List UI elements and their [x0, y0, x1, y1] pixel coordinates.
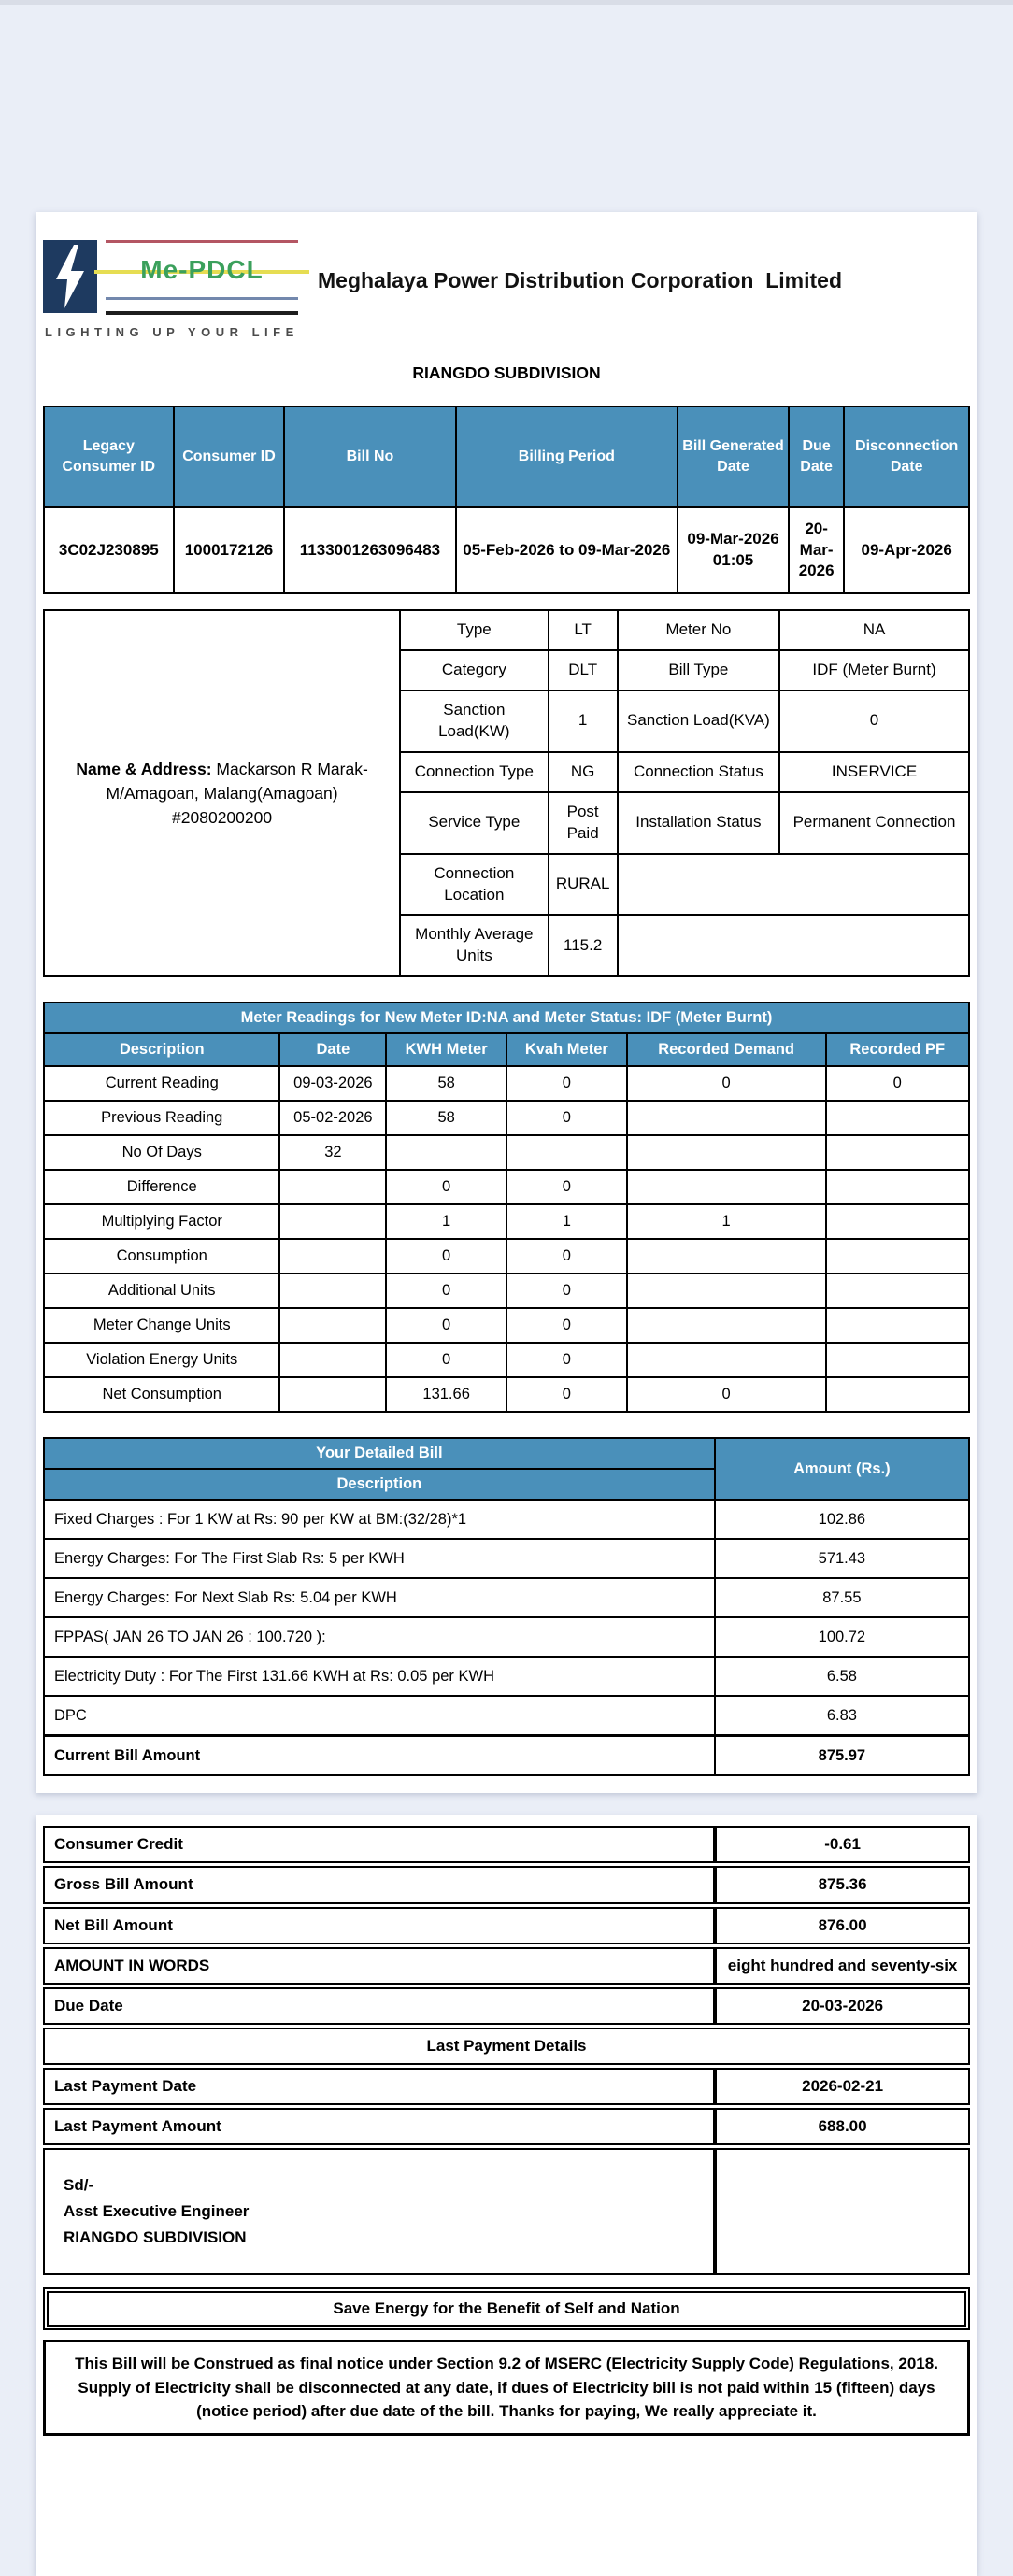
logo-dark-line — [106, 311, 298, 315]
value-cell — [279, 1204, 386, 1239]
summary-value: 20-03-2026 — [715, 1987, 970, 2025]
charge-row — [44, 1696, 969, 1736]
charge-description: Fixed Charges : For 1 KW at Rs: 90 per KW at BM:(32/28)*1 — [44, 1500, 715, 1539]
summary-value: 875.36 — [715, 1866, 970, 1903]
field-value: Permanent Connection — [779, 792, 969, 854]
last-payment-header: Last Payment Details — [43, 2028, 970, 2065]
charge-amount: 6.83 — [715, 1696, 969, 1736]
value-cell: 0 — [386, 1308, 507, 1343]
summary-label: AMOUNT IN WORDS — [43, 1947, 715, 1985]
detailed-bill-description-header: Description — [44, 1469, 715, 1500]
value-cell — [826, 1308, 969, 1343]
column-header: Description — [44, 1033, 279, 1066]
row-label: Additional Units — [44, 1274, 279, 1308]
value-cell: 0 — [507, 1274, 627, 1308]
summary-value: 2026-02-21 — [715, 2068, 970, 2105]
value-cell — [627, 1170, 826, 1204]
charge-row — [44, 1657, 969, 1696]
table-row — [44, 1170, 969, 1204]
row-label: Previous Reading — [44, 1101, 279, 1135]
value-cell: 0 — [507, 1170, 627, 1204]
charge-amount: 102.86 — [715, 1500, 969, 1539]
value-cell: 1000172126 — [174, 507, 285, 593]
value-cell — [279, 1343, 386, 1377]
charge-row — [44, 1539, 969, 1578]
field-value: 1 — [549, 690, 618, 752]
name-address-label: Name & Address: — [76, 759, 212, 778]
consumer-info-table — [43, 406, 970, 594]
consumer-info-header-row — [44, 406, 969, 507]
value-cell — [826, 1274, 969, 1308]
empty-cell — [618, 915, 969, 976]
column-header: Billing Period — [456, 406, 678, 507]
value-cell — [507, 1135, 627, 1170]
row-label: Multiplying Factor — [44, 1204, 279, 1239]
detailed-bill-amount-header: Amount (Rs.) — [715, 1438, 969, 1500]
value-cell: 0 — [507, 1239, 627, 1274]
table-row — [44, 610, 969, 650]
value-cell — [826, 1377, 969, 1412]
summary-row — [43, 1947, 970, 1985]
logo-slate-line — [106, 297, 298, 300]
signature-line: Sd/- — [64, 2175, 94, 2194]
field-label: Connection Location — [400, 854, 548, 916]
meter-readings-table — [43, 1002, 970, 1413]
summary-label: Due Date — [43, 1987, 715, 2025]
value-cell: 32 — [279, 1135, 386, 1170]
value-cell: 05-02-2026 — [279, 1101, 386, 1135]
detailed-bill-title: Your Detailed Bill — [44, 1438, 715, 1469]
value-cell: 0 — [386, 1274, 507, 1308]
charge-amount: 571.43 — [715, 1539, 969, 1578]
field-value: IDF (Meter Burnt) — [779, 650, 969, 690]
field-value: DLT — [549, 650, 618, 690]
logo-wordmark — [106, 254, 298, 286]
signature-block — [43, 2148, 715, 2275]
table-row — [44, 1308, 969, 1343]
charge-row — [44, 1578, 969, 1617]
value-cell — [279, 1170, 386, 1204]
value-cell — [279, 1274, 386, 1308]
total-amount: 875.97 — [715, 1736, 969, 1776]
table-row — [44, 1377, 969, 1412]
lightning-bolt-icon — [43, 240, 97, 313]
summary-label: Gross Bill Amount — [43, 1866, 715, 1903]
value-cell: 0 — [826, 1066, 969, 1101]
value-cell — [627, 1101, 826, 1135]
summary-label: Last Payment Date — [43, 2068, 715, 2105]
field-value: NA — [779, 610, 969, 650]
value-cell: 0 — [386, 1239, 507, 1274]
summary-row — [43, 1826, 970, 1863]
field-label: Service Type — [400, 792, 548, 854]
meter-readings-body — [44, 1066, 969, 1412]
table-row — [44, 1101, 969, 1135]
meter-readings-title-row — [44, 1003, 969, 1033]
value-cell: 3C02J230895 — [44, 507, 174, 593]
organization-name: Meghalaya Power Distribution Corporation Limited — [318, 268, 842, 292]
summary-label: Consumer Credit — [43, 1826, 715, 1863]
consumer-info-value-row — [44, 507, 969, 593]
value-cell — [279, 1308, 386, 1343]
value-cell: 0 — [627, 1066, 826, 1101]
charge-description: DPC — [44, 1696, 715, 1736]
logo-red-line — [106, 240, 298, 243]
field-label: Sanction Load(KVA) — [618, 690, 779, 752]
connection-details-body — [44, 610, 969, 976]
connection-details-table — [43, 609, 970, 977]
value-cell — [279, 1377, 386, 1412]
signature-empty-cell — [715, 2148, 970, 2275]
row-label: No Of Days — [44, 1135, 279, 1170]
logo-graphic — [43, 240, 308, 315]
row-label: Meter Change Units — [44, 1308, 279, 1343]
column-header: Due Date — [789, 406, 844, 507]
charge-description: Electricity Duty : For The First 131.66 KWH at Rs: 0.05 per KWH — [44, 1657, 715, 1696]
charge-amount: 87.55 — [715, 1578, 969, 1617]
column-header: Bill No — [284, 406, 455, 507]
value-cell — [627, 1308, 826, 1343]
value-cell: 0 — [507, 1343, 627, 1377]
value-cell: 09-Mar-2026 01:05 — [678, 507, 789, 593]
table-row — [44, 1343, 969, 1377]
signature-line: RIANGDO SUBDIVISION — [64, 2228, 247, 2247]
bill-main-card — [36, 212, 977, 1793]
value-cell — [627, 1135, 826, 1170]
charge-amount: 100.72 — [715, 1617, 969, 1657]
field-label: Sanction Load(KW) — [400, 690, 548, 752]
detailed-bill-table — [43, 1437, 970, 1776]
table-row — [44, 1274, 969, 1308]
column-header: Bill Generated Date — [678, 406, 789, 507]
value-cell — [386, 1135, 507, 1170]
logo-tagline: LIGHTING UP YOUR LIFE — [45, 325, 299, 339]
value-cell: 0 — [507, 1066, 627, 1101]
column-header: Date — [279, 1033, 386, 1066]
field-label: Bill Type — [618, 650, 779, 690]
value-cell: 1 — [627, 1204, 826, 1239]
value-cell — [826, 1101, 969, 1135]
column-header: Legacy Consumer ID — [44, 406, 174, 507]
value-cell — [826, 1204, 969, 1239]
logo-lines — [106, 240, 298, 315]
summary-row — [43, 1987, 970, 2025]
save-energy-banner — [43, 2287, 970, 2330]
value-cell: 09-03-2026 — [279, 1066, 386, 1101]
row-label: Difference — [44, 1170, 279, 1204]
bill-summary-table — [43, 1823, 970, 2278]
row-label: Consumption — [44, 1239, 279, 1274]
value-cell — [279, 1239, 386, 1274]
column-header: Recorded Demand — [627, 1033, 826, 1066]
value-cell: 09-Apr-2026 — [844, 507, 969, 593]
field-value: RURAL — [549, 854, 618, 916]
value-cell — [627, 1343, 826, 1377]
field-value: 0 — [779, 690, 969, 752]
value-cell — [826, 1135, 969, 1170]
top-strip — [0, 0, 1013, 5]
value-cell — [826, 1343, 969, 1377]
bill-summary-card — [36, 1815, 977, 2575]
meter-readings-title: Meter Readings for New Meter ID:NA and Meter Status: IDF (Meter Burnt) — [44, 1003, 969, 1033]
charge-amount: 6.58 — [715, 1657, 969, 1696]
charge-row — [44, 1617, 969, 1657]
summary-value: -0.61 — [715, 1826, 970, 1863]
mepdcl-logo — [43, 240, 308, 339]
field-value: Post Paid — [549, 792, 618, 854]
logo-wordmark-text: Me-PDCL — [140, 255, 264, 284]
value-cell: 0 — [507, 1377, 627, 1412]
value-cell — [826, 1170, 969, 1204]
field-label: Type — [400, 610, 548, 650]
charge-description: Energy Charges: For The First Slab Rs: 5 per KWH — [44, 1539, 715, 1578]
field-label: Connection Type — [400, 752, 548, 792]
column-header: Disconnection Date — [844, 406, 969, 507]
value-cell: 0 — [627, 1377, 826, 1412]
field-value: NG — [549, 752, 618, 792]
column-header: Consumer ID — [174, 406, 285, 507]
table-row — [44, 1135, 969, 1170]
summary-label: Net Bill Amount — [43, 1907, 715, 1944]
value-cell: 05-Feb-2026 to 09-Mar-2026 — [456, 507, 678, 593]
value-cell — [627, 1239, 826, 1274]
summary-value: 688.00 — [715, 2108, 970, 2145]
summary-label: Last Payment Amount — [43, 2108, 715, 2145]
detailed-bill-body — [44, 1500, 969, 1775]
row-label: Net Consumption — [44, 1377, 279, 1412]
value-cell: 1133001263096483 — [284, 507, 455, 593]
value-cell: 1 — [507, 1204, 627, 1239]
table-row — [44, 1204, 969, 1239]
signature-line: Asst Executive Engineer — [64, 2202, 250, 2221]
column-header: KWH Meter — [386, 1033, 507, 1066]
value-cell: 0 — [507, 1308, 627, 1343]
value-cell: 20-Mar-2026 — [789, 507, 844, 593]
final-notice-text: This Bill will be Construed as final notice under Section 9.2 of MSERC (Electricity Supply Code) Regulations, 2018. Supply of Electricity shall be disconnected at any date, if dues of Electricity bill is not paid within 15 (fifteen) days (notice period) after due date of the bill. Thanks for paying, We really appreciate it. — [43, 2340, 970, 2436]
value-cell: 0 — [507, 1101, 627, 1135]
value-cell: 0 — [386, 1343, 507, 1377]
charge-description: FPPAS( JAN 26 TO JAN 26 : 100.720 ): — [44, 1617, 715, 1657]
summary-value: 876.00 — [715, 1907, 970, 1944]
row-label: Violation Energy Units — [44, 1343, 279, 1377]
value-cell: 131.66 — [386, 1377, 507, 1412]
charge-row — [44, 1500, 969, 1539]
bill-header — [43, 240, 970, 339]
total-label: Current Bill Amount — [44, 1736, 715, 1776]
last-payment-header-row — [43, 2028, 970, 2065]
summary-row — [43, 2108, 970, 2145]
value-cell: 0 — [386, 1170, 507, 1204]
value-cell: 58 — [386, 1066, 507, 1101]
field-value: INSERVICE — [779, 752, 969, 792]
current-bill-total-row — [44, 1736, 969, 1776]
empty-cell — [618, 854, 969, 916]
field-value: LT — [549, 610, 618, 650]
row-label: Current Reading — [44, 1066, 279, 1101]
column-header: Kvah Meter — [507, 1033, 627, 1066]
table-row — [44, 1066, 969, 1101]
field-label: Monthly Average Units — [400, 915, 548, 976]
value-cell — [826, 1239, 969, 1274]
summary-row — [43, 2068, 970, 2105]
value-cell: 58 — [386, 1101, 507, 1135]
field-label: Category — [400, 650, 548, 690]
detailed-bill-title-row — [44, 1438, 969, 1469]
column-header: Recorded PF — [826, 1033, 969, 1066]
bill-summary-body — [43, 1826, 970, 2275]
signature-row — [43, 2148, 970, 2275]
table-row — [44, 1239, 969, 1274]
field-label: Connection Status — [618, 752, 779, 792]
summary-row — [43, 1907, 970, 1944]
charge-description: Energy Charges: For Next Slab Rs: 5.04 per KWH — [44, 1578, 715, 1617]
value-cell: 1 — [386, 1204, 507, 1239]
meter-readings-header-row — [44, 1033, 969, 1066]
save-energy-text: Save Energy for the Benefit of Self and Nation — [47, 2291, 966, 2327]
field-label: Installation Status — [618, 792, 779, 854]
summary-value: eight hundred and seventy-six — [715, 1947, 970, 1985]
value-cell — [627, 1274, 826, 1308]
field-value: 115.2 — [549, 915, 618, 976]
subdivision-title: RIANGDO SUBDIVISION — [412, 363, 601, 382]
consumer-name-address: Name & Address: Mackarson R Marak-M/Amagoan, Malang(Amagoan) #2080200200 — [44, 610, 400, 976]
summary-row — [43, 1866, 970, 1903]
field-label: Meter No — [618, 610, 779, 650]
